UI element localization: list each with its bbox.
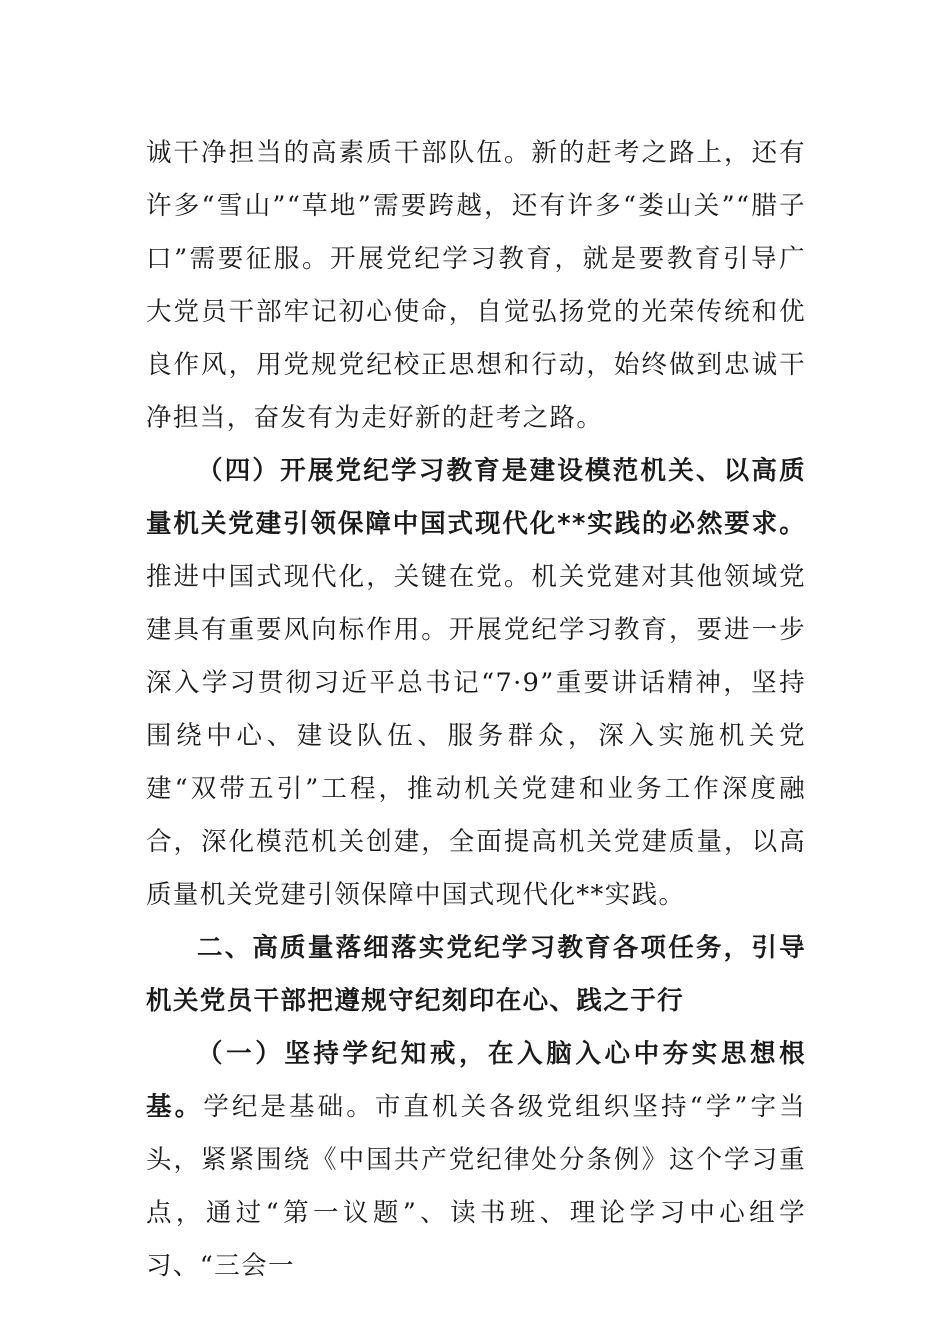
- paragraph-lead: （四）开展党纪学习教育是建设模范机关、以高质量机关党建引领保障中国式现代化**实践的必然要求。: [146, 456, 806, 539]
- paragraph-continuation: [146, 127, 806, 445]
- section-heading: 二、高质量落细落实党纪学习教育各项任务，引导机关党员干部把遵规守纪刻印在心、践之于行: [146, 933, 806, 1016]
- paragraph-section-four: [146, 445, 806, 922]
- paragraph-subsection-one: [146, 1028, 806, 1293]
- paragraph-text: 学纪是基础。市直机关各级党组织坚持“学”字当头，紧紧围绕《中国共产党纪律处分条例》这个学习重点，通过“第一议题”、读书班、理论学习中心组学习、“三会一: [146, 1092, 806, 1281]
- document-body: [146, 127, 806, 1293]
- paragraph-text: 诚干净担当的高素质干部队伍。新的赶考之路上，还有许多“雪山”“草地”需要跨越，还有许多“娄山关”“腊子口”需要征服。开展党纪学习教育，就是要教育引导广大党员干部牢记初心使命，自觉弘扬党的光荣传统和优良作风，用党规党纪校正思想和行动，始终做到忠诚干净担当，奋发有为走好新的赶考之路。: [146, 138, 806, 433]
- paragraph-text: 推进中国式现代化，关键在党。机关党建对其他领域党建具有重要风向标作用。开展党纪学习教育，要进一步深入学习贯彻习近平总书记“7·9”重要讲话精神，坚持围绕中心、建设队伍、服务群众，深入实施机关党建“双带五引”工程，推动机关党建和业务工作深度融合，深化模范机关创建，全面提高机关党建质量，以高质量机关党建引领保障中国式现代化**实践。: [146, 562, 806, 910]
- paragraph-lead: （一）坚持学纪知戒，在入脑入心中夯实思想根基。: [146, 1039, 806, 1122]
